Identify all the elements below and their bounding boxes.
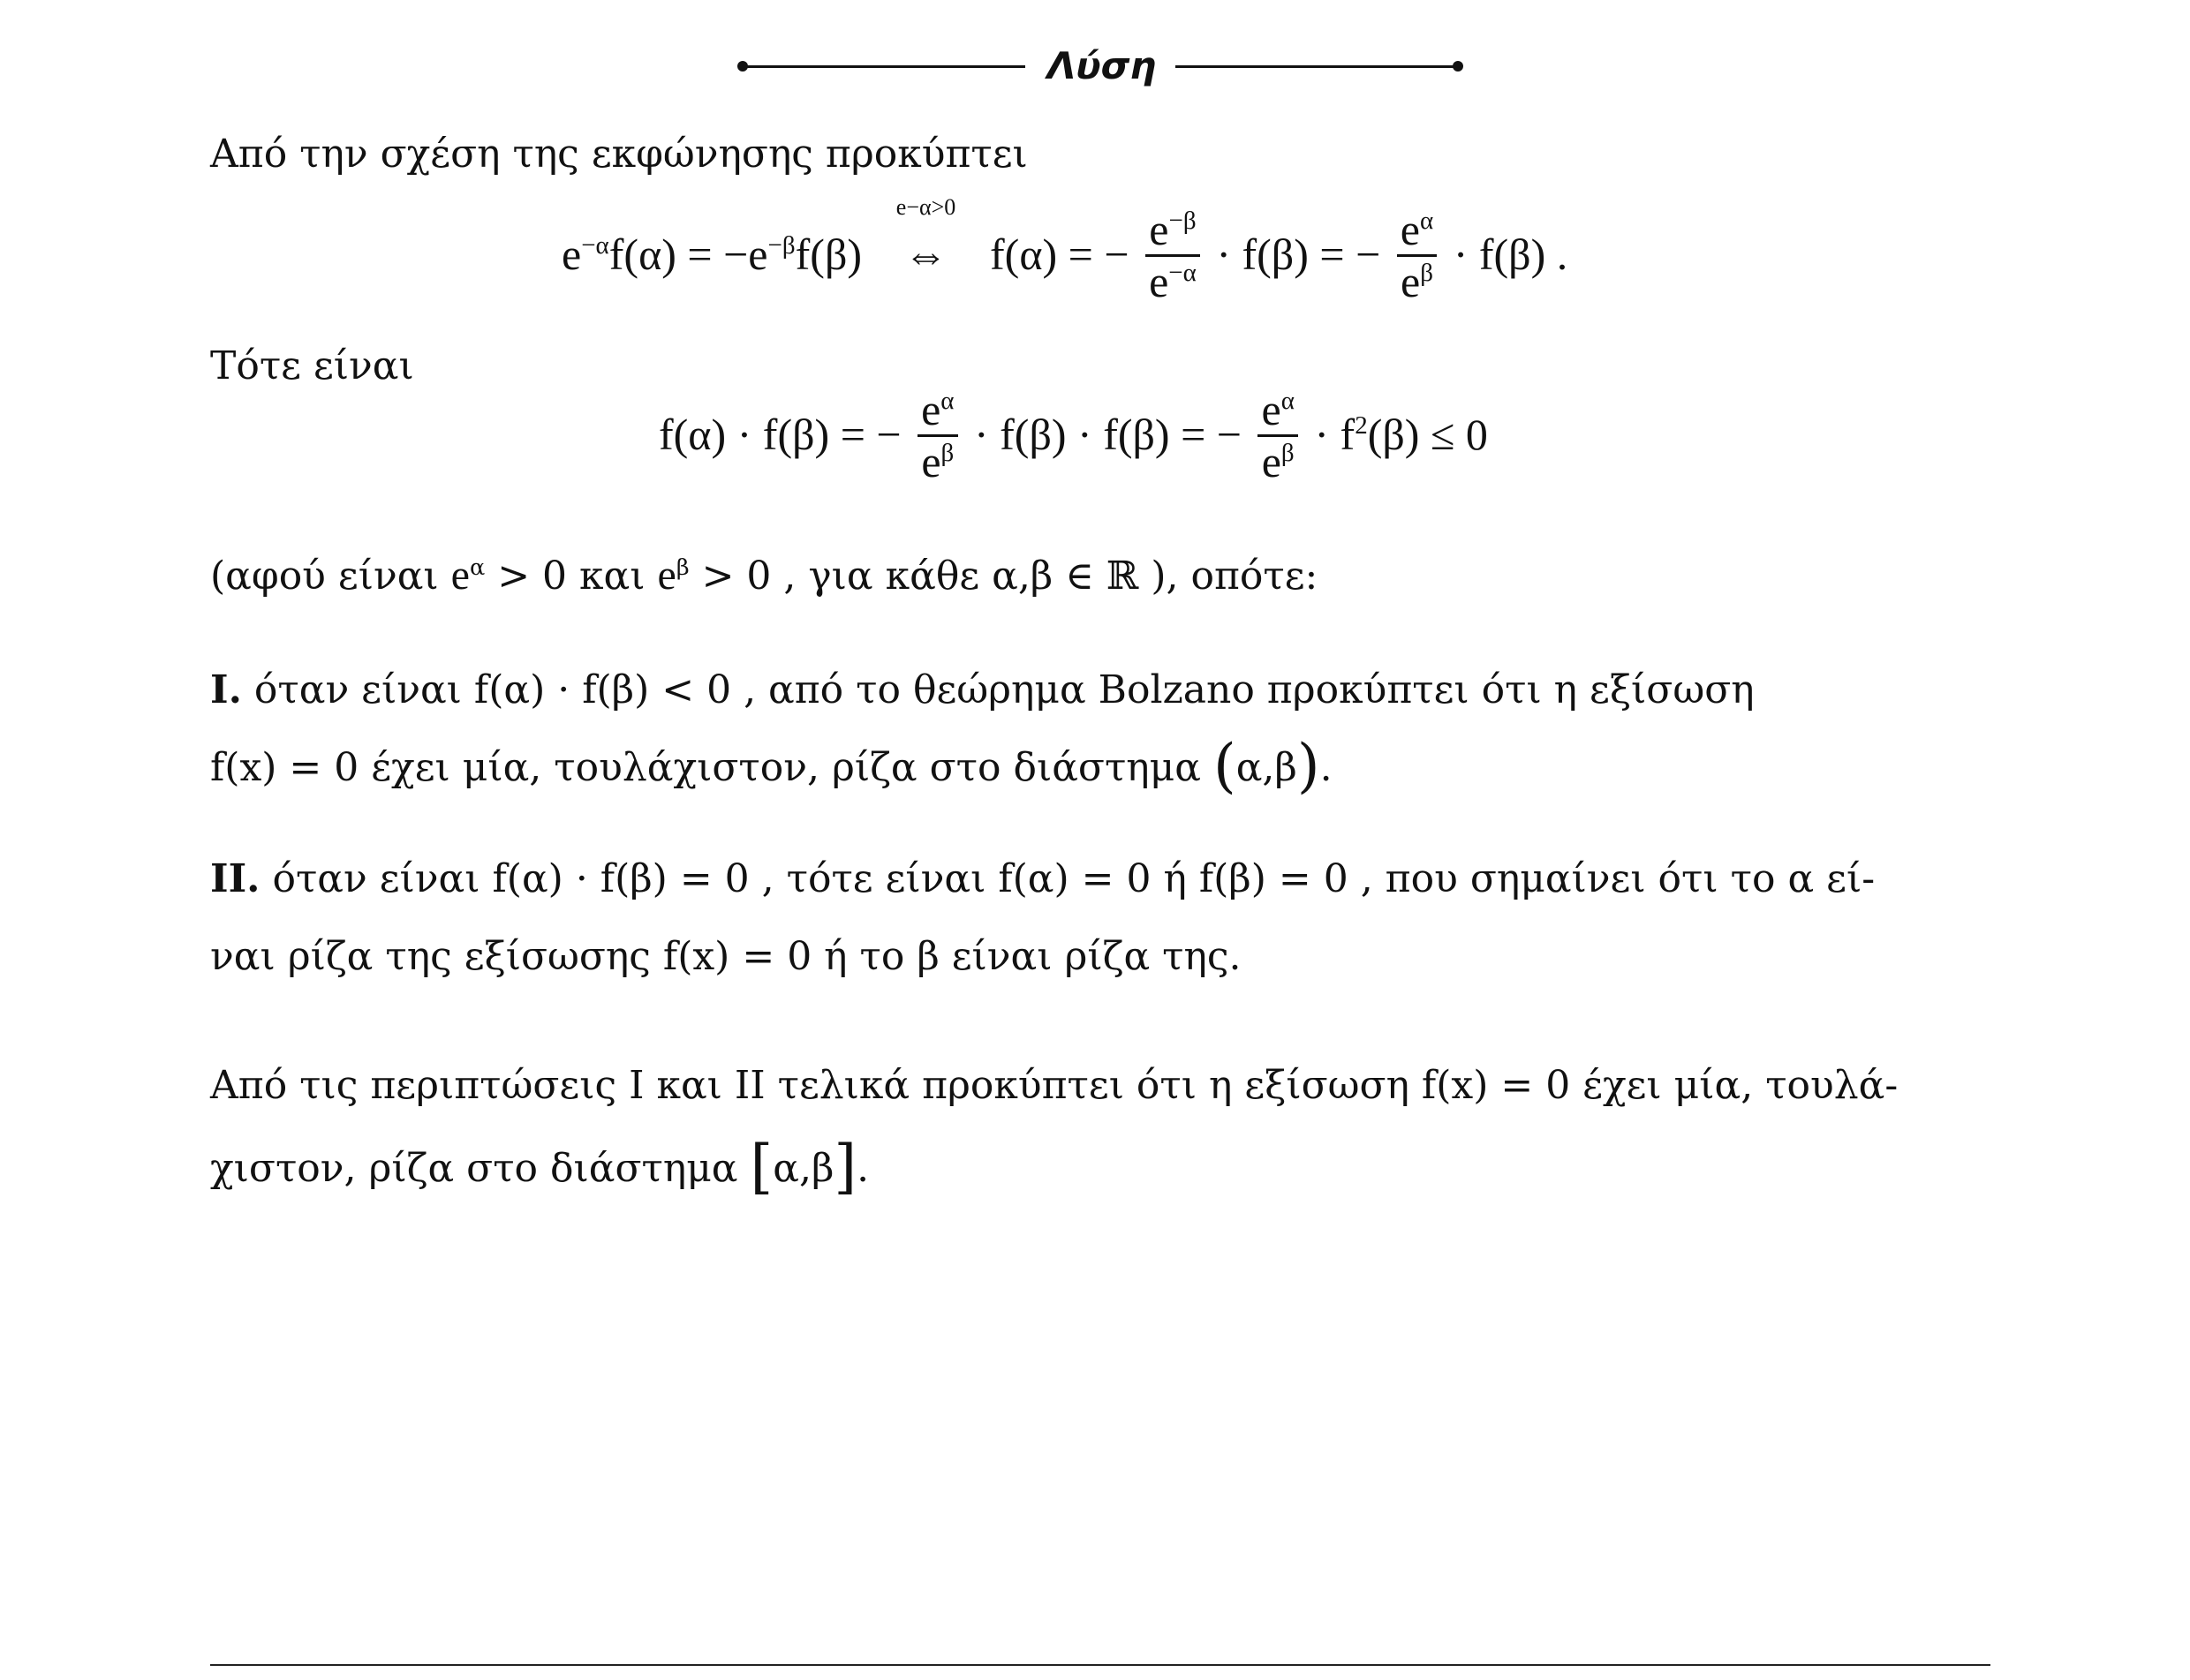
case-2-line-1: II. όταν είναι f(α) · f(β) = 0 , τότε είναι f(α) = 0 ή f(β) = 0 , που σημαίνει ότι το α εί- bbox=[210, 856, 1876, 901]
fraction: $\frac{e^{-\beta}}{e^{-\alpha}}$ bbox=[1145, 205, 1200, 306]
conclusion-line-2: χιστον, ρίζα στο διάστημα [α,β]. bbox=[210, 1133, 870, 1201]
conclusion-line-1: Από τις περιπτώσεις Ι και ΙΙ τελικά προκύπτει ότι η εξίσωση f(x) = 0 έχει μία, τουλά- bbox=[210, 1063, 1899, 1108]
fraction: $\frac{e^\alpha}{e^\beta}$ bbox=[1397, 205, 1437, 306]
equation-2: f(α) · f(β) = − $\frac{e^\alpha}{e^\beta}$ · f(β) · f(β) = − $\frac{e^\alpha}{e^\beta}$ · $f^2(\beta) \le 0$ bbox=[659, 385, 1488, 486]
fraction: $\frac{e^\alpha}{e^\beta}$ bbox=[918, 385, 957, 486]
header-rule-right bbox=[1175, 65, 1458, 68]
then-paragraph: Τότε είναι bbox=[210, 343, 414, 388]
fraction: $\frac{e^\alpha}{e^\beta}$ bbox=[1257, 385, 1297, 486]
case-1-line-2: f(x) = 0 έχει μία, τουλάχιστον, ρίζα στο διάστημα (α,β). bbox=[210, 732, 1333, 800]
case-2-label: II. bbox=[210, 856, 261, 901]
footer-rule bbox=[210, 1664, 1990, 1666]
case-1-line-1: I. όταν είναι f(α) · f(β) < 0 , από το θεώρημα Bolzano προκύπτει ότι η εξίσωση bbox=[210, 667, 1755, 712]
header-rule-left bbox=[743, 65, 1025, 68]
intro-paragraph: Από την σχέση της εκφώνησης προκύπτει bbox=[210, 132, 1028, 177]
equivalence-arrow: e−α>0 ⇔ bbox=[873, 228, 979, 281]
since-paragraph: (αφού είναι $e^\alpha > 0$ και $e^\beta > 0$ , για κάθε α,β ∈ ℝ ), οπότε: bbox=[210, 552, 1318, 599]
solution-header bbox=[737, 35, 1470, 97]
case-1-label: I. bbox=[210, 667, 242, 712]
solution-title: Λύση bbox=[1046, 44, 1157, 87]
case-2-line-2: ναι ρίζα της εξίσωσης f(x) = 0 ή το β είναι ρίζα της. bbox=[210, 934, 1242, 979]
header-dot-right bbox=[1453, 61, 1463, 72]
equation-1: $e^{-\alpha}f(\alpha) = -e^{-\beta}f(\beta)$ e−α>0 ⇔ f(α) = − $\frac{e^{-\beta}}{e^{-\alpha}}$ · f(β) = − $\frac{e^\alpha}{e^\beta}$ · f(β) . bbox=[562, 193, 1568, 306]
arrow-condition: e−α>0 bbox=[895, 193, 956, 220]
